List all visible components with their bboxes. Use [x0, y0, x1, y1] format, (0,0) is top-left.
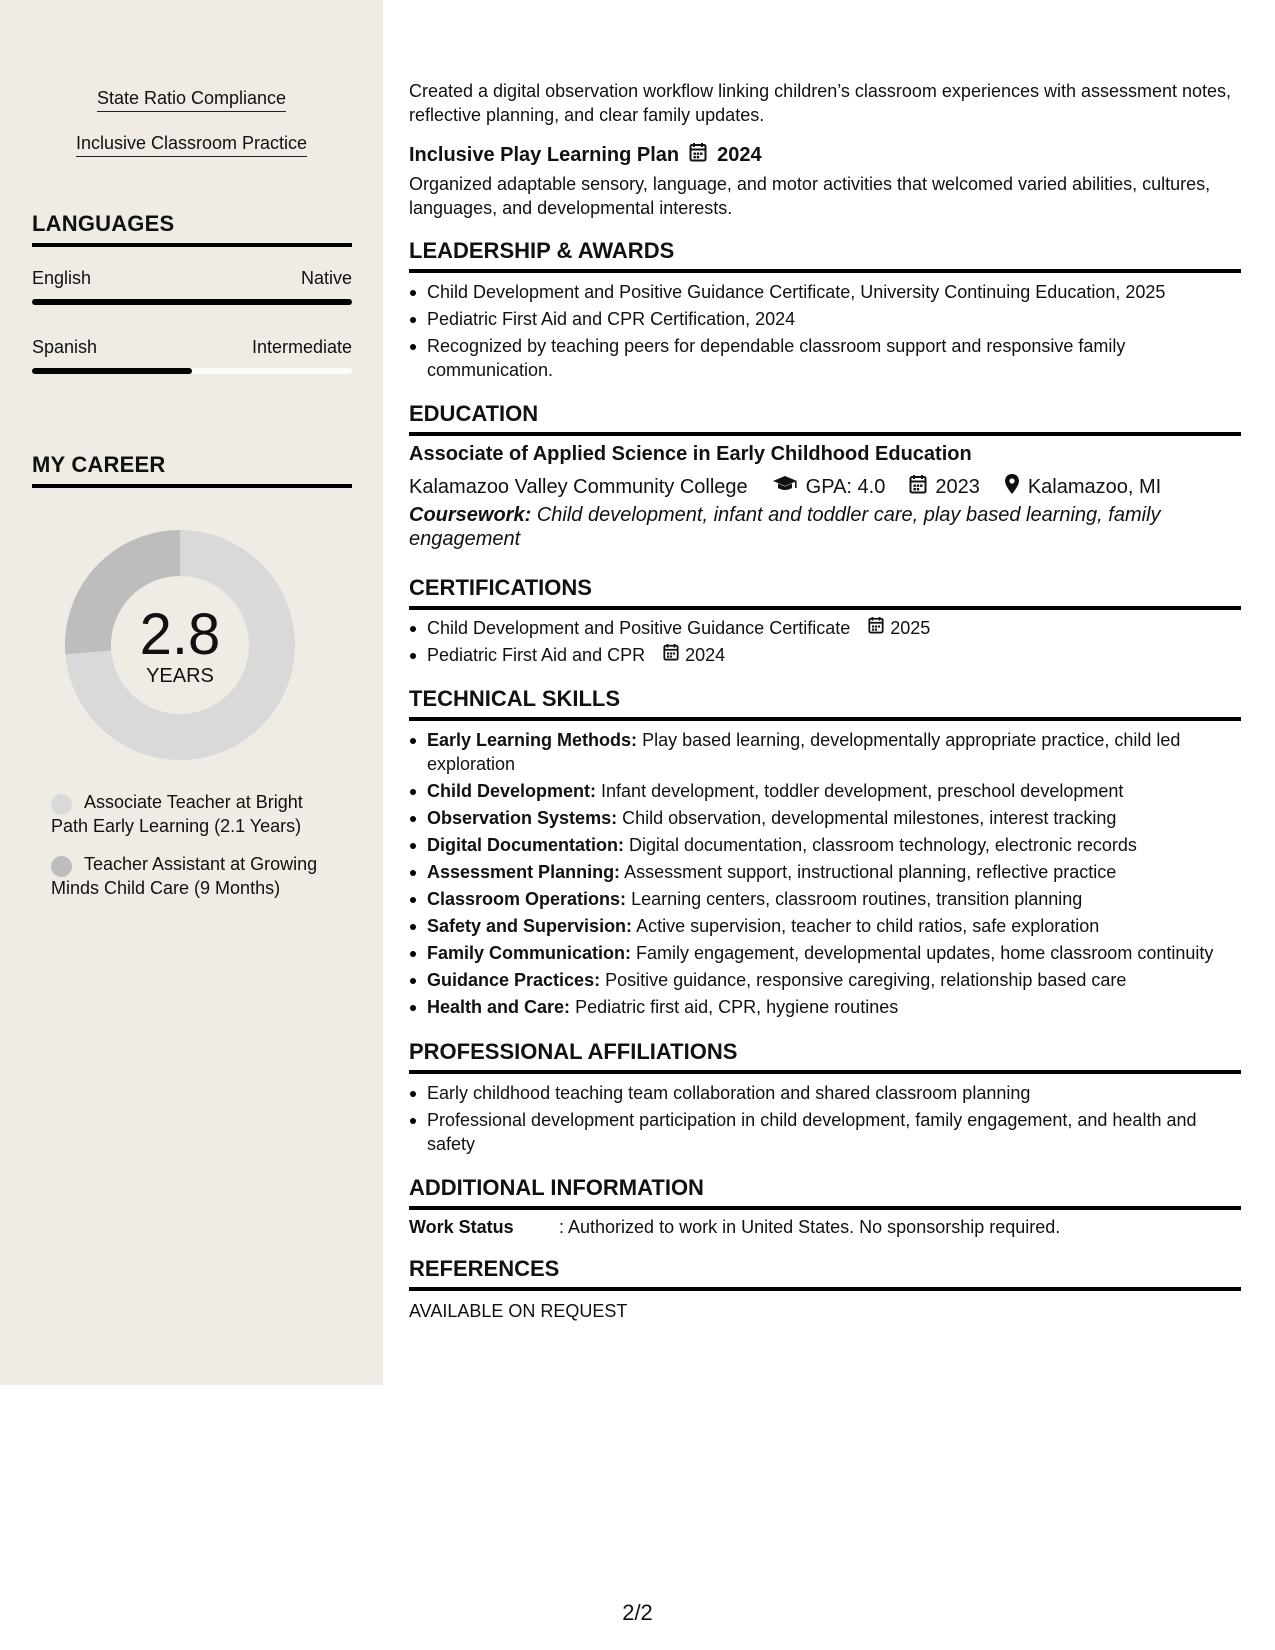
career-total-years: 2.8: [139, 602, 221, 667]
skill-text: Family engagement, developmental updates, home classroom continuity: [636, 943, 1214, 963]
skill-text: Active supervision, teacher to child ratios, safe exploration: [636, 916, 1100, 936]
language-proficiency-fill: [32, 368, 192, 374]
skill-item: [409, 968, 1241, 992]
skill-item: [409, 995, 1241, 1019]
skill-label: Classroom Operations:: [427, 889, 627, 909]
language-row: [32, 337, 352, 358]
language-proficiency-fill: [32, 299, 352, 305]
career-total-unit: YEARS: [146, 665, 214, 687]
education-meta: [409, 473, 1161, 501]
certification-name: Child Development and Positive Guidance Certificate: [427, 618, 851, 638]
list-item: [409, 616, 1241, 640]
skill-text: Infant development, toddler development, preschool development: [601, 781, 1124, 801]
skill-text: Digital documentation, classroom technology, electronic records: [629, 835, 1137, 855]
calendar-icon: [663, 643, 679, 667]
skill-label: Health and Care:: [427, 997, 571, 1017]
skill-tag: Inclusive Classroom Practice: [0, 133, 383, 154]
references-text: AVAILABLE ON REQUEST: [409, 1301, 628, 1321]
skill-text: Child observation, developmental milestones, interest tracking: [622, 808, 1117, 828]
career-heading: MY CAREER: [32, 452, 352, 488]
skill-label: Family Communication:: [427, 943, 632, 963]
education-heading: EDUCATION: [409, 401, 1241, 436]
project-title-row: [409, 142, 762, 168]
list-item: Recognized by teaching peers for dependable classroom support and responsive family communication.: [409, 334, 1241, 382]
affiliations-list: [409, 1081, 1241, 1159]
skill-item: [409, 887, 1241, 911]
language-level: Intermediate: [251, 337, 352, 357]
languages-heading: LANGUAGES: [32, 211, 352, 247]
coursework: [409, 503, 1199, 551]
technical-skills-heading: TECHNICAL SKILLS: [409, 686, 1241, 721]
skill-label: Child Development:: [427, 781, 597, 801]
skill-label: Assessment Planning:: [427, 862, 621, 882]
school-location: Kalamazoo, MI: [1027, 475, 1162, 498]
skill-item: [409, 941, 1241, 965]
skill-label: Guidance Practices:: [427, 970, 601, 990]
language-name: English: [32, 268, 92, 288]
technical-skills-list: [409, 728, 1241, 1022]
certification-year: 2024: [685, 645, 726, 665]
degree-title: Associate of Applied Science in Early Childhood Education: [409, 443, 972, 465]
list-item: [409, 643, 1241, 667]
calendar-icon: [909, 474, 927, 500]
language-proficiency-bar: [32, 299, 352, 305]
calendar-icon: [689, 142, 707, 168]
project-year: 2024: [717, 143, 762, 166]
skill-text: Assessment support, instructional planning, reflective practice: [624, 862, 1117, 882]
project-description: Organized adaptable sensory, language, and motor activities that welcomed varied abilities, cultures, languages, and developmental interests.: [409, 174, 1211, 218]
skill-tag: State Ratio Compliance: [0, 88, 383, 109]
gpa: GPA: 4.0: [805, 475, 886, 498]
page-number: 2/2: [622, 1600, 653, 1625]
skill-item: [409, 806, 1241, 830]
skill-text: Positive guidance, responsive caregiving, relationship based care: [605, 970, 1127, 990]
skill-label: Digital Documentation:: [427, 835, 624, 855]
additional-information-heading: ADDITIONAL INFORMATION: [409, 1175, 1241, 1210]
skill-item: [409, 728, 1241, 776]
calendar-icon: [868, 616, 884, 640]
list-item: Early childhood teaching team collaboration and shared classroom planning: [409, 1081, 1241, 1105]
skill-item: [409, 779, 1241, 803]
list-item: Professional development participation in child development, family engagement, and health and safety: [409, 1108, 1241, 1156]
certification-year: 2025: [890, 618, 931, 638]
language-level: Native: [300, 268, 352, 288]
graduation-cap-icon: [772, 475, 798, 499]
work-status-value: : Authorized to work in United States. No sponsorship required.: [559, 1217, 1061, 1237]
skill-item: [409, 914, 1241, 938]
certifications-list: [409, 616, 1241, 670]
references-heading: REFERENCES: [409, 1256, 1241, 1291]
location-pin-icon: [1004, 473, 1020, 501]
coursework-label: Coursework:: [409, 504, 532, 526]
leadership-list: [409, 280, 1241, 385]
sidebar: [0, 0, 383, 1385]
skill-label: Early Learning Methods:: [427, 730, 638, 750]
coursework-text: Child development, infant and toddler care, play based learning, family engagement: [409, 504, 1161, 550]
certification-name: Pediatric First Aid and CPR: [427, 645, 646, 665]
project-title: Inclusive Play Learning Plan: [409, 143, 680, 166]
skill-item: [409, 833, 1241, 857]
language-proficiency-bar: [32, 368, 352, 374]
project-intro-text: Created a digital observation workflow linking children’s classroom experiences with assessment notes, reflective planning, and clear family updates.: [409, 81, 1232, 125]
list-item: Child Development and Positive Guidance Certificate, University Continuing Education, 2025: [409, 280, 1241, 304]
leadership-heading: LEADERSHIP & AWARDS: [409, 238, 1241, 273]
skill-text: Play based learning, developmentally appropriate practice, child led exploration: [427, 730, 1181, 774]
school-name: Kalamazoo Valley Community College: [409, 475, 748, 498]
skill-item: [409, 860, 1241, 884]
career-item: Teacher Assistant at Growing Minds Child Care (9 Months): [51, 854, 318, 898]
affiliations-heading: PROFESSIONAL AFFILIATIONS: [409, 1039, 1241, 1074]
graduation-year: 2023: [935, 475, 980, 498]
career-item: Associate Teacher at Bright Path Early Learning (2.1 Years): [51, 792, 303, 836]
work-status-label: Work Status: [409, 1217, 514, 1237]
skill-text: Learning centers, classroom routines, transition planning: [631, 889, 1083, 909]
skill-label: Safety and Supervision:: [427, 916, 633, 936]
skill-text: Pediatric first aid, CPR, hygiene routines: [575, 997, 899, 1017]
skill-label: Observation Systems:: [427, 808, 618, 828]
language-name: Spanish: [32, 337, 98, 357]
certifications-heading: CERTIFICATIONS: [409, 575, 1241, 610]
language-row: [32, 268, 352, 289]
list-item: Pediatric First Aid and CPR Certification, 2024: [409, 307, 1241, 331]
